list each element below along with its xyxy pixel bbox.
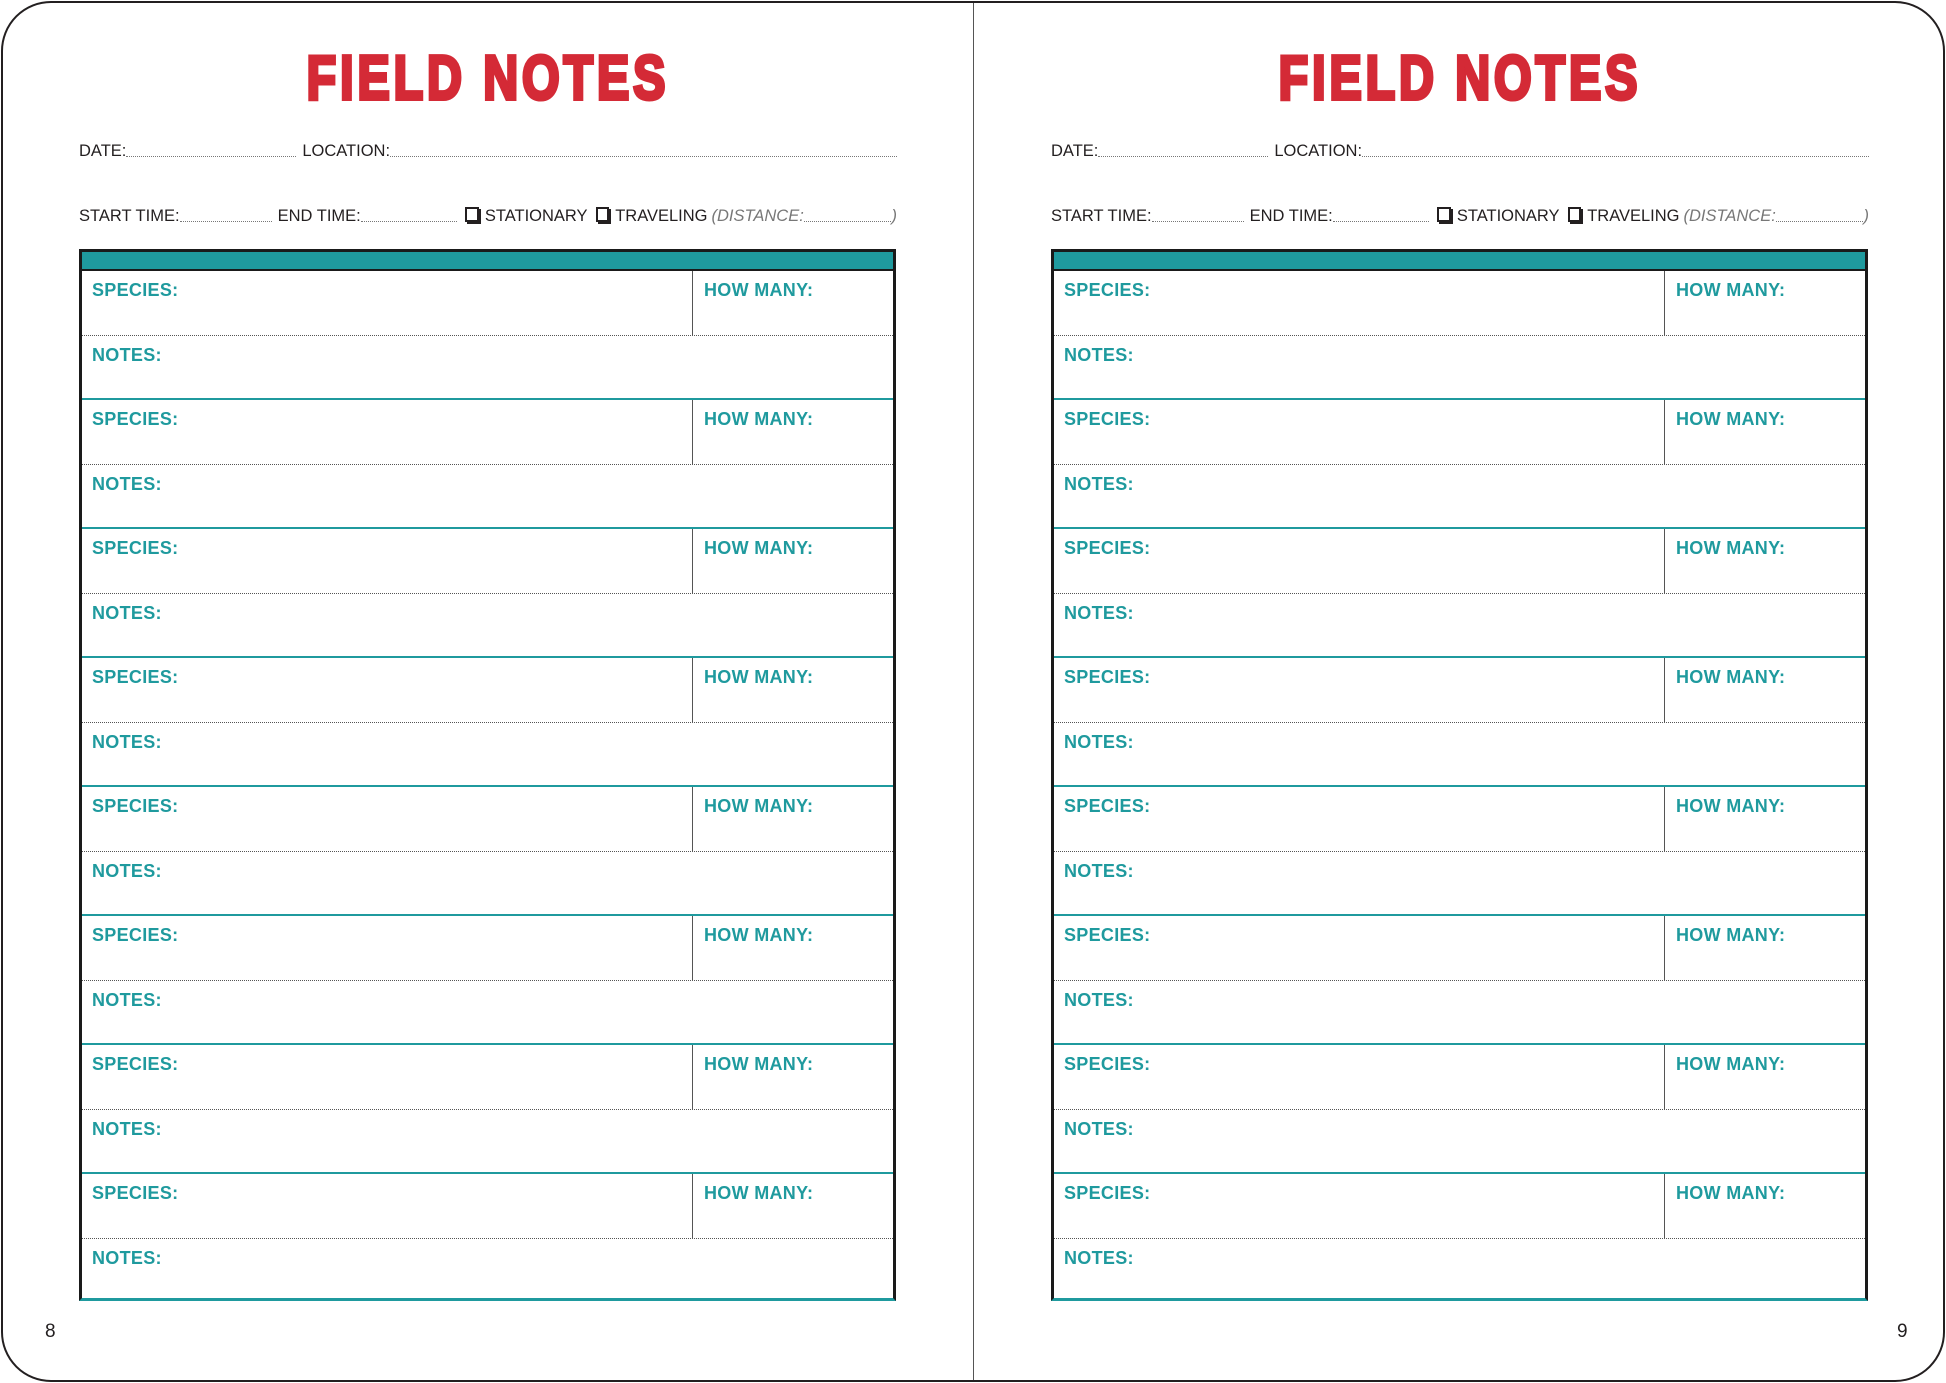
species-label: SPECIES:: [92, 1054, 179, 1074]
notes-row: [82, 1239, 893, 1302]
how-many-label: HOW MANY:: [704, 1183, 814, 1203]
species-label: SPECIES:: [1064, 409, 1151, 429]
species-label: SPECIES:: [1064, 538, 1151, 558]
notes-row: [82, 465, 893, 528]
species-row: [1054, 916, 1865, 981]
column-divider: [1664, 1045, 1665, 1109]
notes-label: NOTES:: [92, 1119, 162, 1139]
species-row: [82, 916, 893, 981]
how-many-label: HOW MANY:: [704, 409, 814, 429]
notes-label: NOTES:: [1064, 861, 1134, 881]
start-time-label: START TIME:: [79, 207, 180, 225]
species-table: [79, 249, 896, 1301]
species-label: SPECIES:: [92, 409, 179, 429]
species-label: SPECIES:: [1064, 1183, 1151, 1203]
how-many-label: HOW MANY:: [704, 925, 814, 945]
location-label: LOCATION:: [1274, 142, 1363, 160]
how-many-label: HOW MANY:: [704, 1054, 814, 1074]
notes-row: [82, 336, 893, 399]
distance-field[interactable]: [804, 220, 892, 222]
notes-label: NOTES:: [1064, 1119, 1134, 1139]
table-header-bar: [1054, 252, 1865, 271]
species-label: SPECIES:: [92, 1183, 179, 1203]
date-label: DATE:: [1051, 142, 1099, 160]
how-many-label: HOW MANY:: [704, 796, 814, 816]
species-entry: [1054, 529, 1865, 658]
notes-row: [82, 852, 893, 915]
page-number: 8: [45, 1321, 56, 1342]
species-row: [82, 1174, 893, 1239]
traveling-label: TRAVELING: [1587, 207, 1680, 225]
species-entry: [82, 1045, 893, 1174]
time-row: [79, 204, 897, 228]
notes-label: NOTES:: [92, 990, 162, 1010]
notes-row: [1054, 1239, 1865, 1302]
notes-row: [1054, 723, 1865, 786]
notes-label: NOTES:: [92, 345, 162, 365]
species-entry: [1054, 658, 1865, 787]
species-row: [1054, 529, 1865, 594]
species-row: [1054, 1174, 1865, 1239]
notes-row: [82, 1110, 893, 1173]
species-row: [82, 787, 893, 852]
end-time-label: END TIME:: [1249, 207, 1333, 225]
notes-label: NOTES:: [92, 474, 162, 494]
species-row: [1054, 400, 1865, 465]
notes-label: NOTES:: [92, 1248, 162, 1268]
notes-row: [1054, 1110, 1865, 1173]
species-row: [82, 1045, 893, 1110]
species-label: SPECIES:: [1064, 796, 1151, 816]
location-field[interactable]: [390, 155, 897, 157]
species-entry: [82, 787, 893, 916]
species-entry: [1054, 271, 1865, 400]
species-entry: [82, 916, 893, 1045]
notes-row: [1054, 336, 1865, 399]
species-label: SPECIES:: [92, 280, 179, 300]
notes-row: [1054, 465, 1865, 528]
distance-label: (DISTANCE:: [711, 207, 804, 225]
stationary-checkbox[interactable]: [465, 207, 479, 222]
species-label: SPECIES:: [1064, 280, 1151, 300]
column-divider: [1664, 400, 1665, 464]
species-entry: [82, 529, 893, 658]
column-divider: [692, 1174, 693, 1238]
species-row: [1054, 1045, 1865, 1110]
how-many-label: HOW MANY:: [704, 667, 814, 687]
stationary-label: STATIONARY: [484, 207, 588, 225]
column-divider: [1664, 658, 1665, 722]
notes-label: NOTES:: [92, 732, 162, 752]
notes-row: [1054, 594, 1865, 657]
column-divider: [692, 271, 693, 335]
start-time-field[interactable]: [1152, 220, 1244, 222]
time-row: [1051, 204, 1869, 228]
notes-row: [82, 594, 893, 657]
column-divider: [1664, 916, 1665, 980]
traveling-label: TRAVELING: [615, 207, 708, 225]
species-entry: [82, 658, 893, 787]
how-many-label: HOW MANY:: [1676, 409, 1786, 429]
species-row: [1054, 787, 1865, 852]
how-many-label: HOW MANY:: [1676, 1054, 1786, 1074]
date-label: DATE:: [79, 142, 127, 160]
page-gutter: [973, 3, 974, 1380]
column-divider: [1664, 1174, 1665, 1238]
column-divider: [692, 658, 693, 722]
notes-label: NOTES:: [1064, 1248, 1134, 1268]
notes-label: NOTES:: [92, 861, 162, 881]
species-row: [1054, 658, 1865, 723]
page-title: FIELD NOTES: [1278, 44, 1642, 113]
start-time-label: START TIME:: [1051, 207, 1152, 225]
column-divider: [1664, 529, 1665, 593]
distance-close: ): [891, 207, 897, 225]
traveling-checkbox[interactable]: [1568, 207, 1582, 222]
date-field[interactable]: [1098, 155, 1268, 157]
column-divider: [692, 1045, 693, 1109]
column-divider: [692, 787, 693, 851]
column-divider: [1664, 271, 1665, 335]
how-many-label: HOW MANY:: [1676, 667, 1786, 687]
species-entry: [1054, 1174, 1865, 1303]
species-label: SPECIES:: [1064, 667, 1151, 687]
species-row: [82, 271, 893, 336]
column-divider: [692, 400, 693, 464]
species-row: [82, 658, 893, 723]
traveling-checkbox[interactable]: [596, 207, 610, 222]
notes-label: NOTES:: [1064, 732, 1134, 752]
page-number: 9: [1897, 1321, 1908, 1342]
species-row: [82, 529, 893, 594]
distance-label: (DISTANCE:: [1683, 207, 1776, 225]
start-time-field[interactable]: [180, 220, 272, 222]
species-entry: [82, 400, 893, 529]
species-row: [1054, 271, 1865, 336]
species-entry: [1054, 1045, 1865, 1174]
species-entry: [82, 271, 893, 400]
table-header-bar: [82, 252, 893, 271]
end-time-field[interactable]: [1333, 220, 1429, 222]
page-title: FIELD NOTES: [306, 44, 670, 113]
notes-row: [82, 723, 893, 786]
how-many-label: HOW MANY:: [704, 538, 814, 558]
end-time-field[interactable]: [361, 220, 457, 222]
date-location-row: [79, 139, 897, 163]
date-location-row: [1051, 139, 1869, 163]
notes-row: [1054, 852, 1865, 915]
species-entry: [1054, 787, 1865, 916]
distance-close: ): [1863, 207, 1869, 225]
species-label: SPECIES:: [1064, 925, 1151, 945]
species-table: [1051, 249, 1868, 1301]
stationary-label: STATIONARY: [1456, 207, 1560, 225]
notes-label: NOTES:: [92, 603, 162, 623]
notes-label: NOTES:: [1064, 474, 1134, 494]
species-entry: [82, 1174, 893, 1303]
species-label: SPECIES:: [1064, 1054, 1151, 1074]
species-row: [82, 400, 893, 465]
species-label: SPECIES:: [92, 538, 179, 558]
species-label: SPECIES:: [92, 667, 179, 687]
column-divider: [692, 529, 693, 593]
notes-label: NOTES:: [1064, 990, 1134, 1010]
species-entry: [1054, 916, 1865, 1045]
how-many-label: HOW MANY:: [1676, 796, 1786, 816]
how-many-label: HOW MANY:: [1676, 538, 1786, 558]
species-entry: [1054, 400, 1865, 529]
end-time-label: END TIME:: [277, 207, 361, 225]
how-many-label: HOW MANY:: [704, 280, 814, 300]
location-field[interactable]: [1362, 155, 1869, 157]
how-many-label: HOW MANY:: [1676, 280, 1786, 300]
species-label: SPECIES:: [92, 925, 179, 945]
left-page: [3, 3, 973, 1380]
notebook-spread: [1, 1, 1945, 1382]
how-many-label: HOW MANY:: [1676, 925, 1786, 945]
column-divider: [692, 916, 693, 980]
date-field[interactable]: [126, 155, 296, 157]
notes-row: [82, 981, 893, 1044]
notes-row: [1054, 981, 1865, 1044]
notes-label: NOTES:: [1064, 345, 1134, 365]
species-label: SPECIES:: [92, 796, 179, 816]
stationary-checkbox[interactable]: [1437, 207, 1451, 222]
notes-label: NOTES:: [1064, 603, 1134, 623]
location-label: LOCATION:: [302, 142, 391, 160]
how-many-label: HOW MANY:: [1676, 1183, 1786, 1203]
distance-field[interactable]: [1776, 220, 1864, 222]
column-divider: [1664, 787, 1665, 851]
right-page: [975, 3, 1945, 1380]
